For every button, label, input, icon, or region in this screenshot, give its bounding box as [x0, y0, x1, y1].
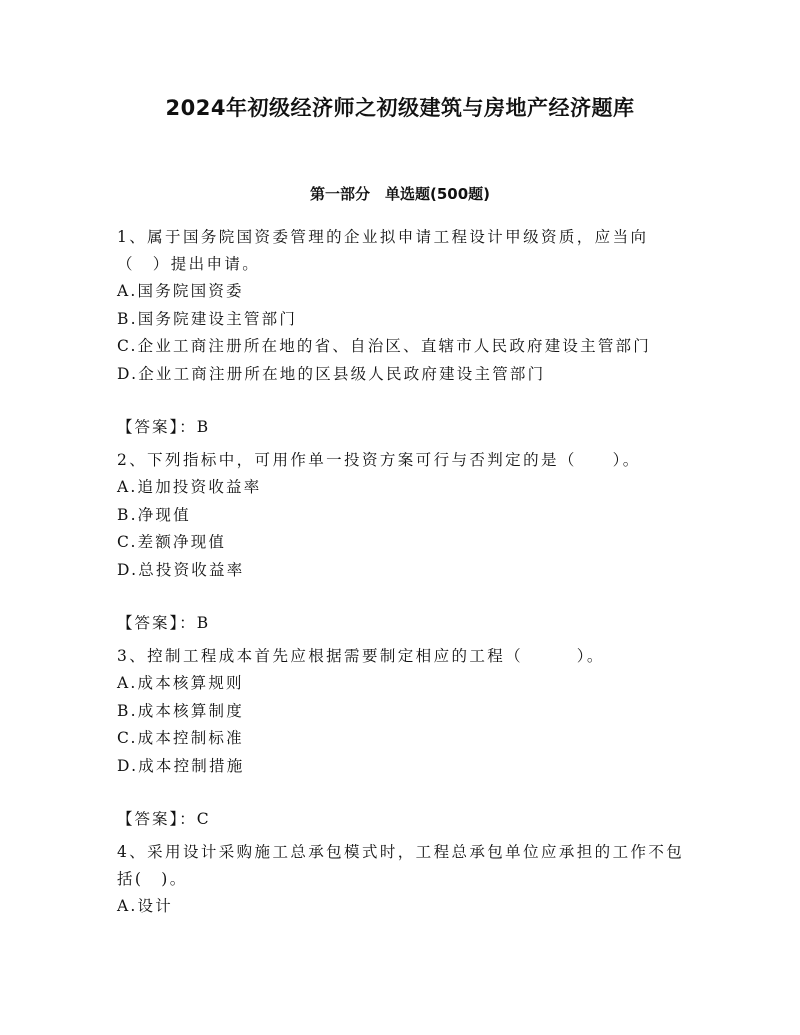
question-stem: 4、采用设计采购施工总承包模式时，工程总承包单位应承担的工作不包括( )。: [117, 843, 685, 888]
option-a: A.国务院国资委: [117, 282, 244, 300]
option-d: D.总投资收益率: [117, 560, 245, 579]
answer-value: C: [196, 810, 211, 828]
option-c: C.成本控制标准: [117, 729, 244, 747]
option-a: A.设计: [117, 897, 173, 915]
option-b: B.国务院建设主管部门: [117, 309, 298, 328]
question-2: [117, 447, 687, 637]
answer-line: [117, 806, 687, 833]
question-3: [117, 643, 687, 833]
answer-line: [117, 610, 687, 637]
option-b: B.净现值: [117, 505, 191, 524]
answer-label: 【答案】：: [117, 810, 197, 828]
answer-value: B: [196, 418, 211, 436]
answer-line: [117, 414, 687, 441]
question-stem: 1、属于国务院国资委管理的企业拟申请工程设计甲级资质，应当向（ ）提出申请。: [117, 228, 649, 273]
answer-label: 【答案】：: [117, 614, 197, 632]
answer-label: 【答案】：: [117, 418, 197, 436]
option-a: A.成本核算规则: [117, 674, 244, 692]
question-list: [117, 224, 687, 921]
option-a: A.追加投资收益率: [117, 478, 262, 496]
option-d: D.成本控制措施: [117, 756, 245, 775]
section-heading: 第一部分 单选题(500题): [309, 185, 491, 203]
question-stem: 2、下列指标中，可用作单一投资方案可行与否判定的是（ ）。: [117, 451, 641, 469]
option-c: C.差额净现值: [117, 533, 227, 551]
option-d: D.企业工商注册所在地的区县级人民政府建设主管部门: [117, 364, 546, 383]
question-stem: 3、控制工程成本首先应根据需要制定相应的工程（ ）。: [117, 647, 605, 665]
question-4: [117, 839, 687, 921]
option-c: C.企业工商注册所在地的省、自治区、直辖市人民政府建设主管部门: [117, 337, 651, 355]
answer-value: B: [196, 614, 211, 632]
option-b: B.成本核算制度: [117, 701, 244, 720]
question-1: [117, 224, 687, 441]
document-title: 2024年初级经济师之初级建筑与房地产经济题库: [165, 96, 635, 120]
